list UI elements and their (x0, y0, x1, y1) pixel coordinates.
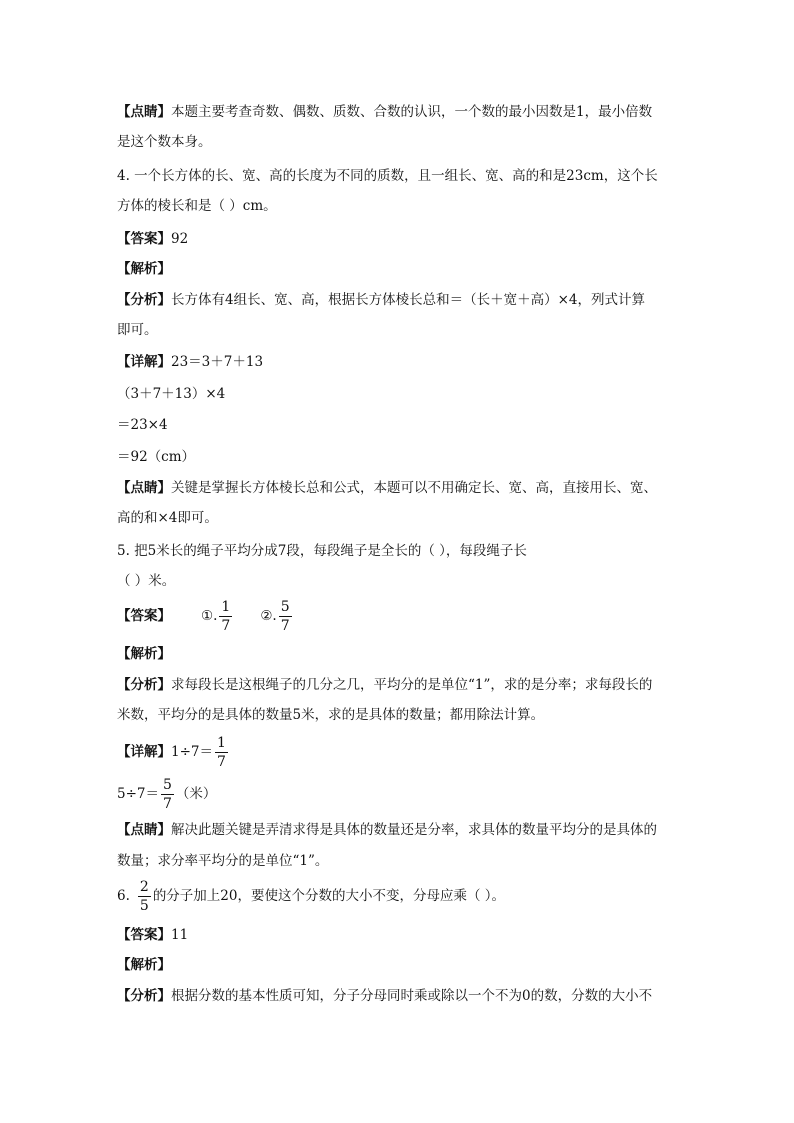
q4-xiangjie-line1 (117, 352, 263, 372)
xiangjie-fraction (161, 776, 174, 813)
answer-1-mark: ①. (201, 608, 218, 624)
dianjing-tag: 【点睛】 (117, 480, 171, 496)
xiangjie-unit: （米） (175, 786, 217, 802)
fraction-numerator: 2 (139, 879, 149, 895)
q5-xiangjie-line1 (117, 734, 230, 771)
answer-1-fraction (219, 598, 232, 635)
answer-tag: 【答案】 (117, 231, 171, 247)
xiangjie-expr: 1÷7＝ (171, 744, 213, 760)
question-number: 6. (117, 888, 130, 904)
jiexi-tag: 【解析】 (117, 957, 171, 973)
q5-dianjing-line2: 数量；求分率平均分的是单位“1”。 (117, 853, 329, 869)
fraction-denominator: 7 (163, 796, 172, 812)
answer-value: 92 (171, 231, 189, 247)
q5-fenxi-line2: 米数，平均分的是具体的数量5米，求的是具体的数量；都用除法计算。 (117, 707, 545, 723)
q3-dianjing-line1 (117, 102, 652, 122)
q4-question-line2: 方体的棱长和是（ ）cm。 (117, 198, 277, 214)
answer-tag: 【答案】 (117, 608, 171, 624)
answer-2-mark: ②. (260, 608, 277, 624)
q5-dianjing-line1 (117, 820, 657, 840)
q6-fenxi-line1 (117, 986, 652, 1006)
q5-fenxi-line1 (117, 675, 652, 695)
fenxi-tag: 【分析】 (117, 292, 171, 308)
q4-jiexi (117, 259, 171, 279)
answer-tag: 【答案】 (117, 927, 171, 943)
q4-question-line1: 4. 一个长方体的长、宽、高的长度为不同的质数，且一组长、宽、高的和是23cm，这个长 (117, 168, 658, 184)
question-text: 的分子加上20，要使这个分数的大小不变，分母应乘（ ）。 (152, 888, 506, 904)
question-fraction (138, 878, 151, 915)
q6-jiexi (117, 955, 171, 975)
fenxi-tag: 【分析】 (117, 677, 171, 693)
q4-fenxi-line1 (117, 290, 645, 310)
fraction-denominator: 7 (280, 618, 290, 634)
jiexi-tag: 【解析】 (117, 646, 171, 662)
fenxi-text: 根据分数的基本性质可知，分子分母同时乘或除以一个不为0的数，分数的大小不 (171, 988, 653, 1004)
q4-xiangjie-line3: ＝23×4 (117, 417, 168, 433)
fraction-denominator: 5 (139, 898, 149, 914)
fraction-numerator: 5 (163, 777, 172, 793)
q4-dianjing-line1 (117, 478, 657, 498)
dianjing-tag: 【点睛】 (117, 822, 171, 838)
q4-fenxi-line2: 即可。 (117, 322, 158, 338)
dianjing-text: 解决此题关键是弄清求得是具体的数量还是分率，求具体的数量平均分的是具体的 (171, 822, 657, 838)
fraction-denominator: 7 (217, 754, 226, 770)
answer-value: 11 (171, 927, 189, 943)
dianjing-tag: 【点睛】 (117, 104, 171, 120)
q6-question (117, 878, 505, 915)
fenxi-text: 长方体有4组长、宽、高，根据长方体棱长总和＝（长＋宽＋高）×4，列式计算 (171, 292, 645, 308)
xiangjie-tag: 【详解】 (117, 354, 171, 370)
xiangjie-text: 23＝3＋7＋13 (171, 354, 264, 370)
q4-dianjing-line2: 高的和×4即可。 (117, 510, 218, 526)
xiangjie-fraction (215, 734, 228, 771)
xiangjie-tag: 【详解】 (117, 744, 171, 760)
q4-answer (117, 229, 188, 249)
q5-jiexi (117, 644, 171, 664)
fraction-denominator: 7 (221, 618, 231, 634)
q4-xiangjie-line2: （3＋7＋13）×4 (117, 386, 226, 402)
xiangjie-expr: 5÷7＝ (117, 786, 159, 802)
q4-xiangjie-line4: ＝92（cm） (117, 449, 196, 465)
q5-question-line1: 5. 把5米长的绳子平均分成7段，每段绳子是全长的（ ），每段绳子长 (117, 543, 527, 559)
dianjing-text: 关键是掌握长方体棱长总和公式，本题可以不用确定长、宽、高，直接用长、宽、 (171, 480, 657, 496)
fenxi-text: 求每段长是这根绳子的几分之几，平均分的是单位“1”，求的是分率；求每段长的 (171, 677, 653, 693)
jiexi-tag: 【解析】 (117, 261, 171, 277)
q5-question-line2: （ ）米。 (117, 573, 176, 589)
answer-2-fraction (279, 598, 292, 635)
q5-xiangjie-line2 (117, 776, 216, 813)
q3-dianjing-line2: 是这个数本身。 (117, 134, 212, 150)
q6-answer (117, 925, 188, 945)
fraction-numerator: 1 (221, 599, 231, 615)
fraction-numerator: 5 (280, 599, 290, 615)
dianjing-text: 本题主要考查奇数、偶数、质数、合数的认识，一个数的最小因数是1，最小倍数 (171, 104, 653, 120)
fraction-numerator: 1 (217, 735, 226, 751)
fenxi-tag: 【分析】 (117, 988, 171, 1004)
q5-answer (117, 598, 294, 635)
